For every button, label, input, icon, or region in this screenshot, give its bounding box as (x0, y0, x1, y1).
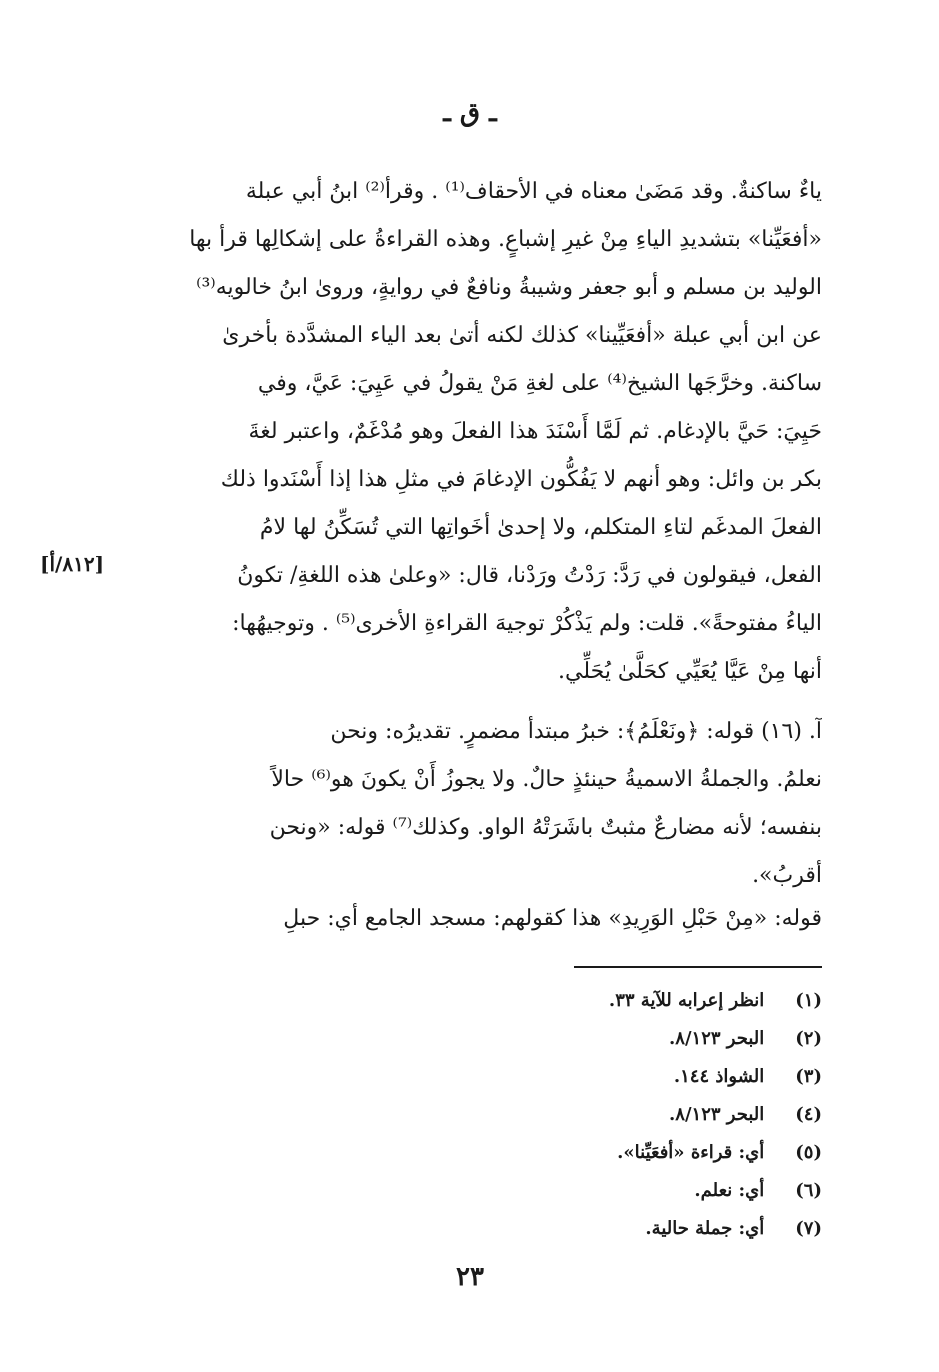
text-line: الفعلَ المدغَم لتاءِ المتكلم، ولا إحدىٰ أخَواتِها التي تُسَكِّنُ لها لامُ (259, 515, 822, 540)
footnote-number: (٢) (795, 1028, 822, 1049)
footnote-item (400, 1172, 822, 1210)
footnote-text: البحر ٨/١٢٣. (669, 1028, 765, 1049)
text-line: أنها مِنْ عَيَّا يُعَيِّي كحَلَّىٰ يُحَلِّي. (558, 659, 822, 684)
text-line: أقربُ». (752, 863, 822, 888)
margin-reference: [٨١٢/أ] (40, 552, 105, 576)
footnotes-list (400, 982, 822, 1248)
footnote-divider (574, 966, 822, 968)
text-line: الياءُ مفتوحةً». قلت: ولم يَذْكُرْ توجيهَ القراءةِ الأخرى⁽⁵⁾ . وتوجيهُها: (232, 611, 822, 636)
verse-paragraph (132, 708, 822, 900)
footnote-text: أي: نعلم. (694, 1180, 765, 1201)
text-line: آ. (١٦) قوله: ﴿ونَعْلَمُ﴾: خبرُ مبتدأ مضمرٍ. تقديرُه: ونحن (330, 719, 822, 744)
footnote-number: (٦) (795, 1180, 822, 1201)
footnote-item (400, 1096, 822, 1134)
page-header: ـ ق ـ (443, 98, 497, 128)
footnote-text: أي: قراءة «أفعَيِّنا». (617, 1142, 765, 1163)
footnote-text: انظر إعرابه للآية ٣٣. (608, 990, 765, 1011)
main-paragraph (132, 168, 822, 696)
text-line: حَيِيَ: حَيَّ بالإدغام. ثم لَمَّا أَسْنَدَ هذا الفعلَ وهو مُدْغَمٌ، واعتبر لغةَ (248, 419, 822, 444)
footnote-number: (٣) (795, 1066, 822, 1087)
text-line: بنفسه؛ لأنه مضارعٌ مثبتٌ باشَرَتْهُ الواو. وكذلك⁽⁷⁾ قوله: «ونحن (269, 815, 822, 840)
footnote-item (400, 982, 822, 1020)
footnote-number: (٧) (795, 1218, 822, 1239)
text-line: نعلمُ. والجملةُ الاسميةُ حينئذٍ حالٌ. ولا يجوزُ أَنْ يكونَ هو⁽⁶⁾ حالاً (271, 767, 822, 792)
text-line: «أفعَيِّنا» بتشديدِ الياءِ مِنْ غيرِ إشباعٍ. وهذه القراءةُ على إشكالِها قرأ بها (189, 227, 822, 252)
page-number: ٢٣ (456, 1262, 484, 1292)
text-line: عن ابن أبي عبلة «أفعَيِّينا» كذلك لكنه أتىٰ بعد الياء المشدَّدة بأخرىٰ (222, 323, 822, 348)
footnote-text: أي: جملة حالية. (645, 1218, 765, 1239)
text-line: ياءٌ ساكنةٌ. وقد مَضَىٰ معناه في الأحقاف⁽¹⁾ . وقرأ⁽²⁾ ابنُ أبي عبلة (245, 179, 822, 204)
text-line: بكر بن وائل: وهو أنهم لا يَفُكُّون الإدغامَ في مثلِ هذا إذا أَسْنَدوا ذلك (220, 467, 822, 492)
footnote-item (400, 1210, 822, 1248)
text-line: الوليد بن مسلم و أبو جعفر وشيبةُ ونافعٌ في روايةٍ، وروىٰ ابنُ خالويه⁽³⁾ (196, 275, 822, 300)
footnote-text: البحر ٨/١٢٣. (669, 1104, 765, 1125)
footnote-text: الشواذ ١٤٤. (673, 1066, 765, 1087)
footnote-number: (٤) (795, 1104, 822, 1125)
text-line: ساكنة. وخرَّجَها الشيخ⁽⁴⁾ على لغةِ مَنْ يقولُ في عَيِيَ: عَيَّ، وفي (257, 371, 822, 396)
footnote-item (400, 1134, 822, 1172)
footnote-number: (١) (795, 990, 822, 1011)
footnote-item (400, 1020, 822, 1058)
text-line: قوله: «مِنْ حَبْلِ الوَرِيدِ» هذا كقولهم: مسجد الجامع أي: حبلِ (283, 906, 822, 931)
footnote-number: (٥) (795, 1142, 822, 1163)
footnote-item (400, 1058, 822, 1096)
text-line: الفعل، فيقولون في رَدَّ: رَدْتُ ورَدْنا، قال: «وعلىٰ هذه اللغةِ/ تكونُ (237, 563, 822, 588)
closing-paragraph (132, 895, 822, 943)
